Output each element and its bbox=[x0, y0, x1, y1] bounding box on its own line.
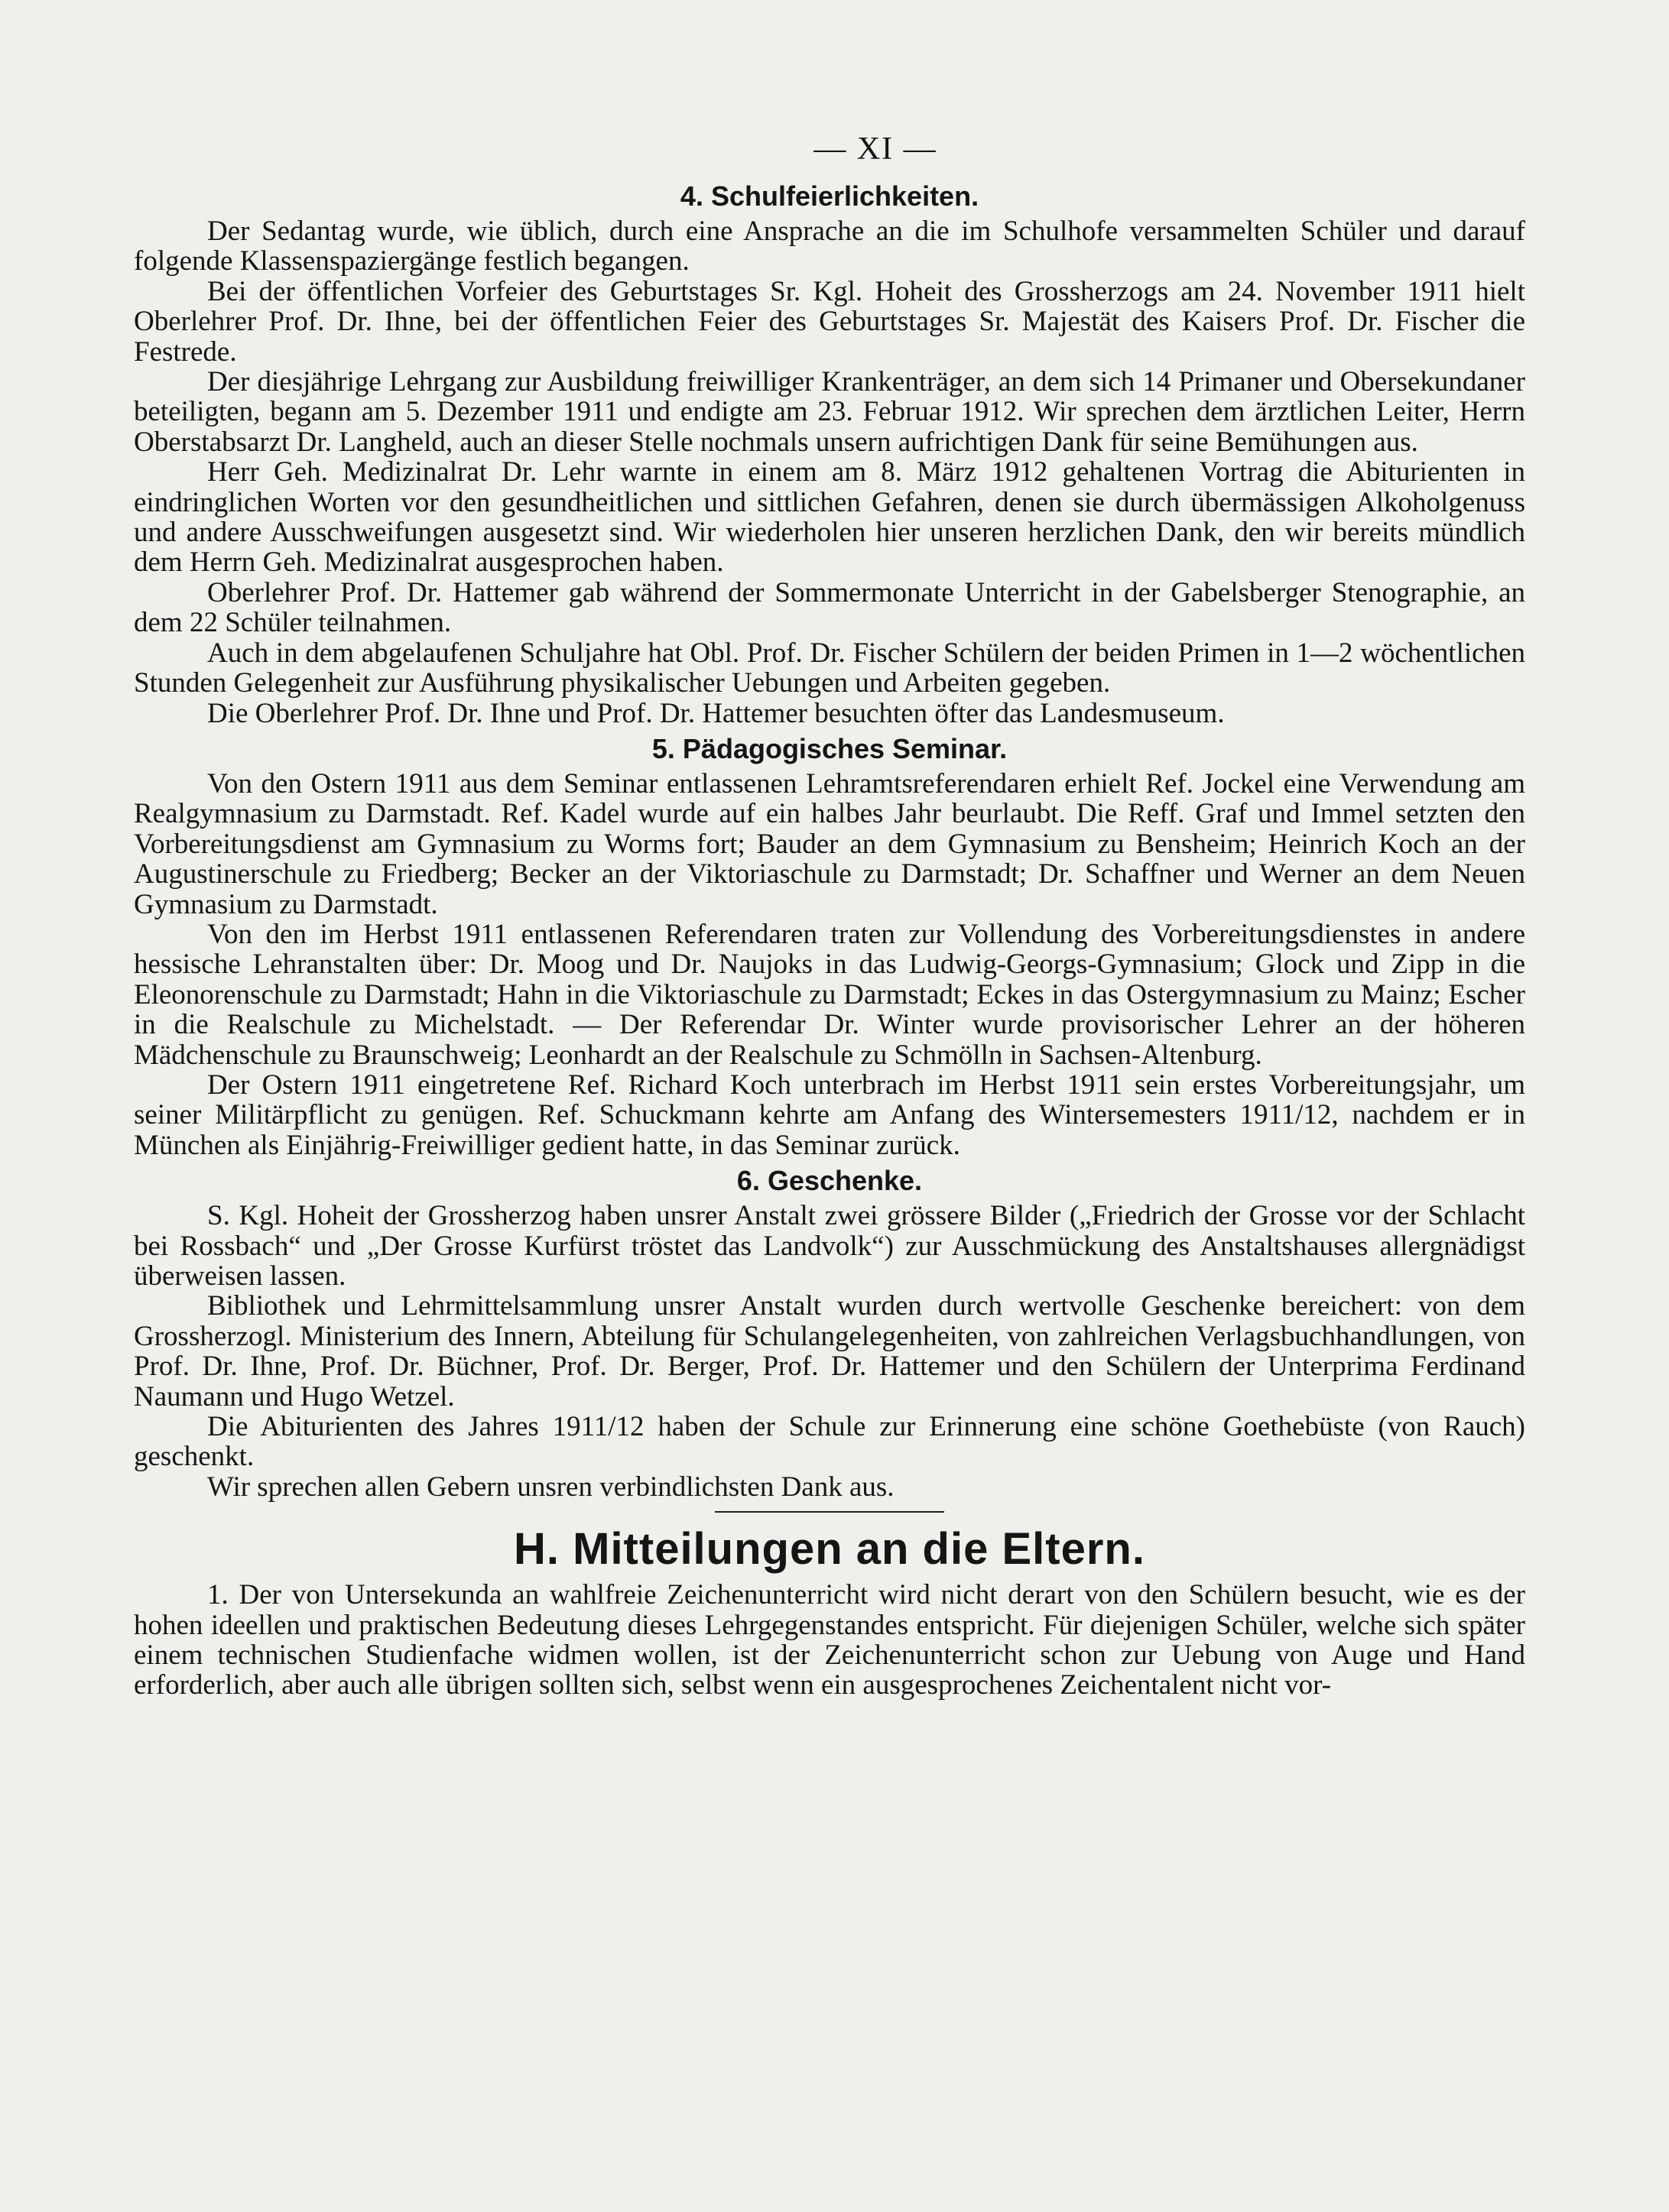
paragraph: Oberlehrer Prof. Dr. Hattemer gab während der Sommermonate Unterricht in der Gabelsberger Stenographie, an dem 22 Schüler teilnahmen. bbox=[134, 576, 1525, 639]
paragraph: Auch in dem abgelaufenen Schuljahre hat Obl. Prof. Dr. Fischer Schülern der beiden Primen in 1—2 wöchentlichen Stunden Gelegenheit zur Ausführung physikalischer Uebungen und Arbeiten gegeben. bbox=[134, 637, 1525, 699]
paragraph: Bibliothek und Lehrmittelsammlung unsrer Anstalt wurden durch wertvolle Geschenke bereichert: von dem Grossherzogl. Ministerium des Innern, Abteilung für Schulangelegenheiten, von zahlreichen Verlagsbuchhandlungen, von Prof. Dr. Ihne, Prof. Dr. Büchner, Prof. Dr. Berger, Prof. Dr. Hattemer und den Schülern der Unterprima Ferdinand Naumann und Hugo Wetzel. bbox=[134, 1290, 1525, 1413]
paragraph: S. Kgl. Hoheit der Grossherzog haben unsrer Anstalt zwei grössere Bilder („Friedrich der Grosse vor der Schlacht bei Rossbach“ und „Der Grosse Kurfürst tröstet das Landvolk“) zur Ausschmückung des Anstaltshauses allergnädigst überweisen lassen. bbox=[134, 1200, 1525, 1292]
page-content bbox=[134, 126, 1525, 1701]
paragraph: Bei der öffentlichen Vorfeier des Geburtstages Sr. Kgl. Hoheit des Grossherzogs am 24. November 1911 hielt Oberlehrer Prof. Dr. Ihne, bei der öffentlichen Feier des Geburtstages Sr. Majestät des Kaisers Prof. Dr. Fischer die Festrede. bbox=[134, 275, 1525, 368]
paragraph: Die Abiturienten des Jahres 1911/12 haben der Schule zur Erinnerung eine schöne Goethebüste (von Rauch) geschenkt. bbox=[134, 1411, 1525, 1473]
paragraph: Herr Geh. Medizinalrat Dr. Lehr warnte in einem am 8. März 1912 gehaltenen Vortrag die Abiturienten in eindringlichen Worten vor den gesundheitlichen und sittlichen Gefahren, denen sie durch übermässigen Alkoholgenuss und andere Ausschweifungen ausgesetzt sind. Wir wiederholen hier unseren herzlichen Dank, den wir bereits mündlich dem Herrn Geh. Medizinalrat ausgesprochen haben. bbox=[134, 456, 1525, 579]
section-heading-geschenke: 6. Geschenke. bbox=[736, 1165, 923, 1197]
section-heading-schulfeierlichkeiten: 4. Schulfeierlichkeiten. bbox=[680, 180, 979, 212]
paragraph: Der diesjährige Lehrgang zur Ausbildung freiwilliger Krankenträger, an dem sich 14 Primaner und Obersekundaner beteiligten, begann am 5. Dezember 1911 und endigte am 23. Februar 1912. Wir sprechen dem ärztlichen Leiter, Herrn Oberstabsarzt Dr. Langheld, auch an dieser Stelle nochmals unsern aufrichtigen Dank für seine Bemühungen aus. bbox=[134, 366, 1525, 458]
paragraph: Von den im Herbst 1911 entlassenen Referendaren traten zur Vollendung des Vorbereitungsdienstes in andere hessische Lehranstalten über: Dr. Moog und Dr. Naujoks in das Ludwig-Georgs-Gymnasium; Glock und Zipp in die Eleonorenschule zu Darmstadt; Hahn in die Viktoriaschule zu Darmstadt; Eckes in das Ostergymnasium zu Mainz; Escher in die Realschule zu Michelstadt. — Der Referendar Dr. Winter wurde provisorischer Lehrer an der höheren Mädchenschule zu Braunschweig; Leonhardt an der Realschule zu Schmölln in Sachsen-Altenburg. bbox=[134, 918, 1525, 1071]
paragraph: Der Sedantag wurde, wie üblich, durch eine Ansprache an die im Schulhofe versammelten Schüler und darauf folgende Klassenspaziergänge festlich begangen. bbox=[134, 216, 1525, 277]
paragraph: 1. Der von Untersekunda an wahlfreie Zeichenunterricht wird nicht derart von den Schülern besucht, wie es der hohen ideellen und praktischen Bedeutung dieses Lehrgegenstandes entspricht. Für diejenigen Schüler, welche sich später einem technischen Studienfache widmen wollen, ist der Zeichenunterricht schon zur Uebung von Auge und Hand erforderlich, aber auch alle übrigen sollten sich, selbst wenn ein ausgesprochenes Zeichentalent nicht vor- bbox=[134, 1579, 1525, 1701]
page-number: — XI — bbox=[813, 131, 937, 167]
paragraph: Der Ostern 1911 eingetretene Ref. Richard Koch unterbrach im Herbst 1911 sein erstes Vorbereitungsjahr, um seiner Militärpflicht zu genügen. Ref. Schuckmann kehrte am Anfang des Wintersemesters 1911/12, nachdem er in München als Einjährig-Freiwilliger gedient hatte, in das Seminar zurück. bbox=[134, 1069, 1525, 1161]
paragraph: Wir sprechen allen Gebern unsren verbindlichsten Dank aus. bbox=[207, 1471, 895, 1503]
chapter-heading: H. Mitteilungen an die Eltern. bbox=[514, 1524, 1145, 1575]
section-heading-paedagogisches-seminar: 5. Pädagogisches Seminar. bbox=[651, 732, 1008, 764]
paragraph: Von den Ostern 1911 aus dem Seminar entlassenen Lehramtsreferendaren erhielt Ref. Jockel eine Verwendung am Realgymnasium zu Darmstadt. Ref. Kadel wurde auf ein halbes Jahr beurlaubt. Die Reff. Graf und Immel setzten den Vorbereitungsdienst am Gymnasium zu Worms fort; Bauder an dem Gymnasium zu Bensheim; Heinrich Koch an der Augustinerschule zu Friedberg; Becker an der Viktoriaschule zu Darmstadt; Dr. Schaffner und Werner an dem Neuen Gymnasium zu Darmstadt. bbox=[134, 767, 1525, 920]
paragraph: Die Oberlehrer Prof. Dr. Ihne und Prof. Dr. Hattemer besuchten öfter das Landesmuseum. bbox=[207, 697, 1225, 729]
divider-rule bbox=[715, 1511, 944, 1513]
